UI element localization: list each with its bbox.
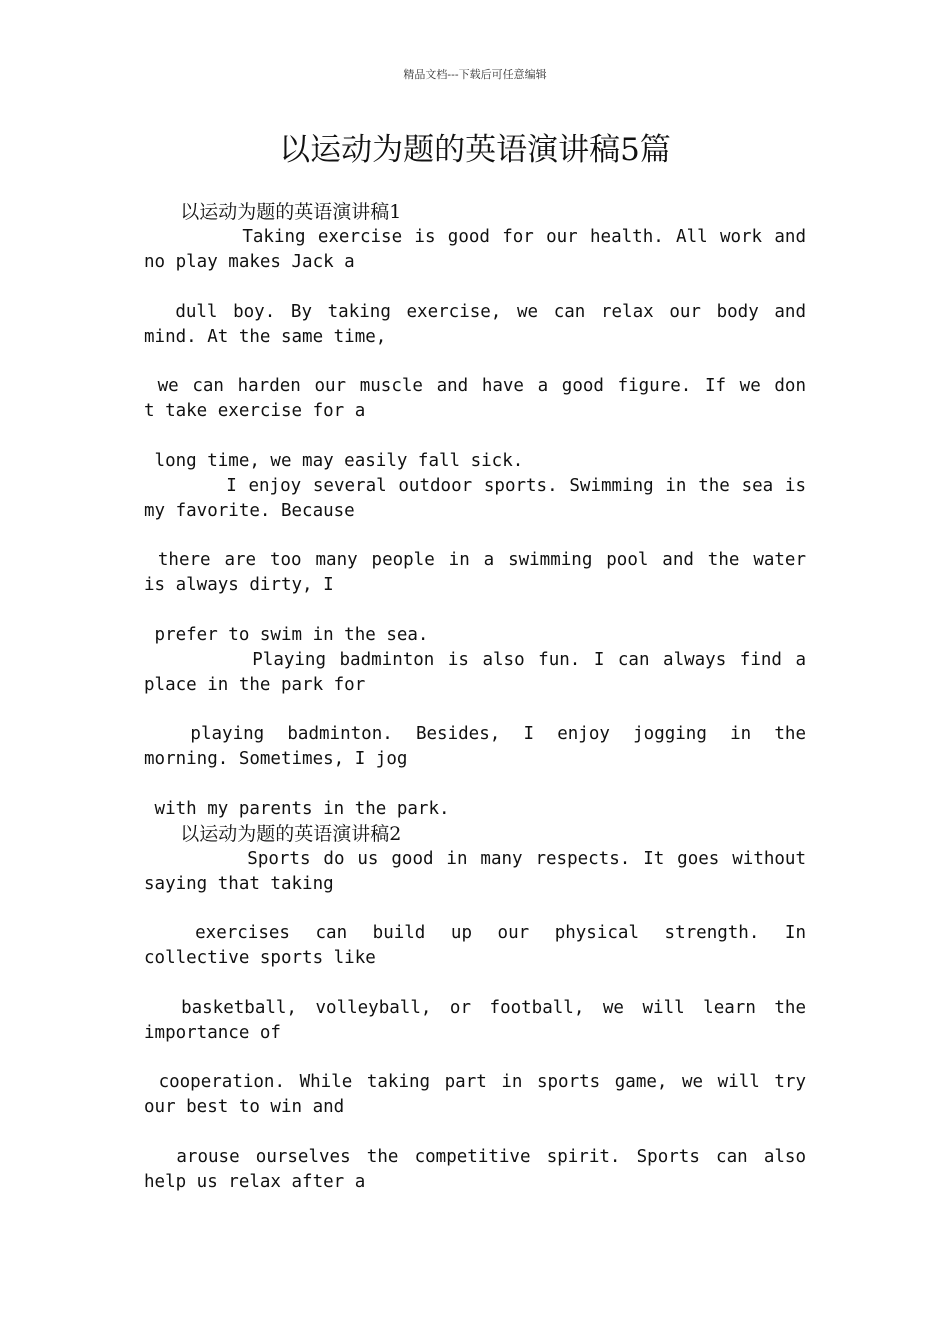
blank-line — [144, 698, 806, 723]
blank-line — [144, 1120, 806, 1145]
text-line: there are too many people in a swimming pool and the water — [144, 550, 806, 570]
text-line: Taking exercise is good for our health. All work and — [144, 227, 806, 247]
blank-line — [144, 897, 806, 922]
text-line: is always dirty, I — [144, 575, 334, 595]
document-body — [144, 200, 806, 1195]
blank-line — [144, 275, 806, 300]
section-heading: 以运动为题的英语演讲稿1 — [144, 201, 402, 223]
document-title: 以运动为题的英语演讲稿5篇 — [279, 132, 671, 168]
text-line: with my parents in the park. — [144, 798, 450, 819]
text-line: morning. Sometimes, I jog — [144, 749, 408, 769]
text-line: basketball, volleyball, or football, we will learn the — [144, 997, 806, 1018]
blank-line — [144, 524, 806, 549]
text-line: dull boy. By taking exercise, we can relax our body and — [144, 301, 806, 322]
text-line: playing badminton. Besides, I enjoy jogging in the — [144, 724, 806, 744]
text-line: cooperation. While taking part in sports game, we will try — [144, 1072, 806, 1092]
text-line: saying that taking — [144, 873, 334, 894]
blank-line — [144, 772, 806, 797]
text-line: Playing badminton is also fun. I can always find a — [144, 649, 806, 670]
text-line: Sports do us good in many respects. It goes without — [144, 848, 806, 869]
text-line: prefer to swim in the sea. — [144, 624, 429, 645]
text-line: arouse ourselves the competitive spirit. Sports can also — [144, 1146, 806, 1167]
text-line: our best to win and — [144, 1097, 345, 1117]
text-line: my favorite. Because — [144, 500, 355, 521]
text-line: exercises can build up our physical strength. In — [144, 923, 806, 943]
blank-line — [144, 424, 806, 449]
text-line: place in the park for — [144, 674, 366, 695]
text-line: mind. At the same time, — [144, 326, 387, 347]
text-line: no play makes Jack a — [144, 252, 355, 272]
blank-line — [144, 971, 806, 996]
text-line: importance of — [144, 1022, 281, 1043]
header-note: 精品文档---下载后可任意编辑 — [403, 68, 547, 81]
blank-line — [144, 598, 806, 623]
text-line: help us relax after a — [144, 1171, 366, 1192]
text-line: we can harden our muscle and have a good figure. If we don — [144, 376, 806, 396]
section-heading: 以运动为题的英语演讲稿2 — [144, 822, 402, 845]
blank-line — [144, 350, 806, 375]
text-line: t take exercise for a — [144, 401, 366, 421]
text-line: collective sports like — [144, 948, 376, 968]
text-line: long time, we may easily fall sick. — [144, 450, 524, 471]
text-line: I enjoy several outdoor sports. Swimming in the sea is — [144, 475, 806, 496]
blank-line — [144, 1046, 806, 1071]
